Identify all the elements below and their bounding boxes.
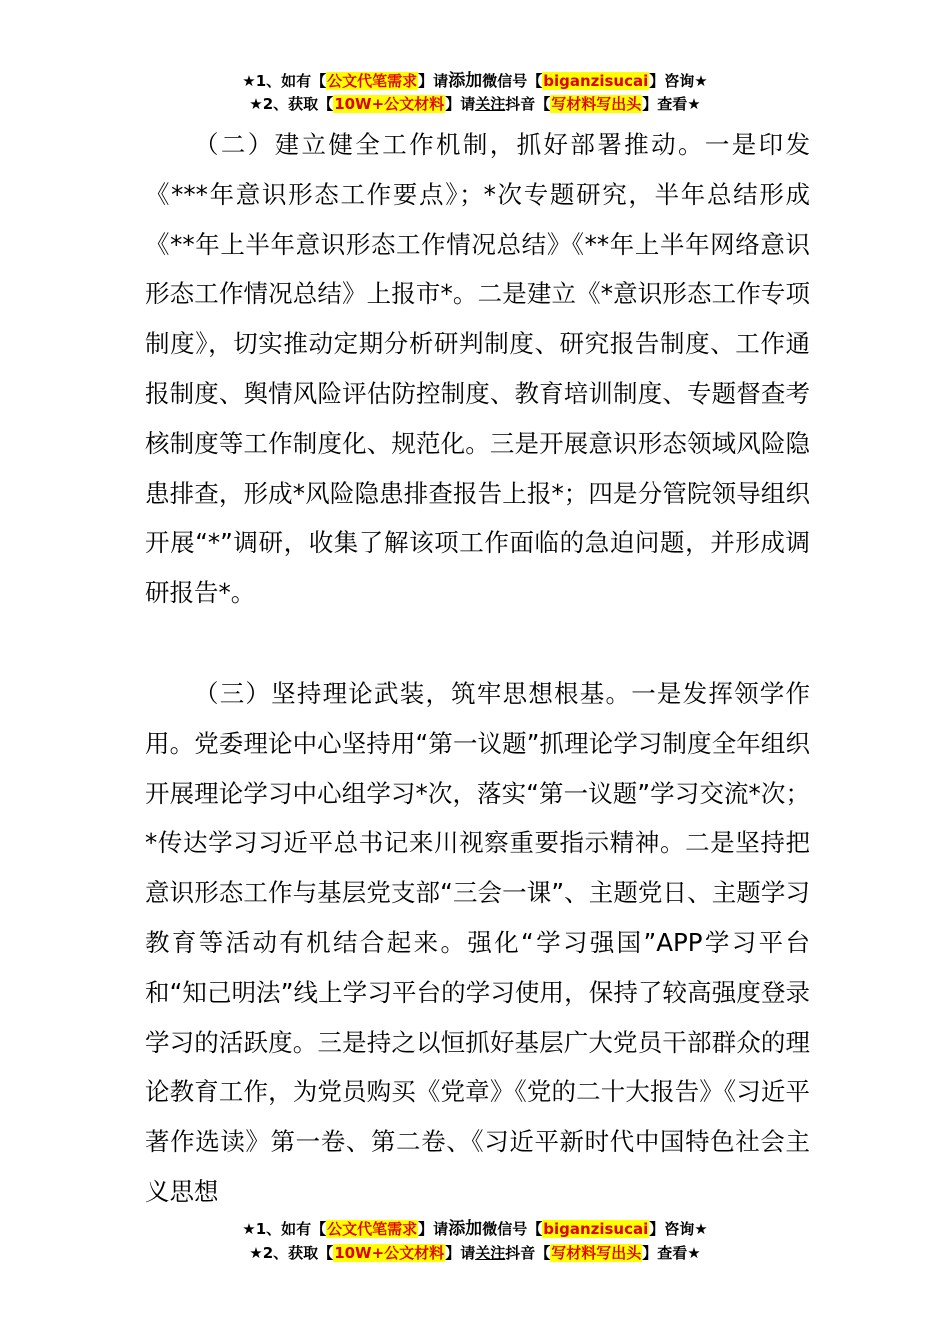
ad-text: 】请 [445, 1244, 476, 1262]
ad-suffix: 】咨询★ [649, 1220, 708, 1238]
ad-text: 】请 [418, 1220, 449, 1238]
ad-highlight-douyin: 写材料写出头 [551, 1244, 642, 1262]
ad-highlight-materials: 10W+公文材料 [334, 1244, 445, 1262]
ad-text: 微信号【 [482, 72, 543, 90]
footer-ad-line-2 [0, 1242, 950, 1264]
body-paragraph-2: （二）建立健全工作机制，抓好部署推动。一是印发《***年意识形态工作要点》；*次专题研究，半年总结形成《**年上半年意识形态工作情况总结》《**年上半年网络意识形态工作情况总结》上报市*。二是建立《*意识形态工作专项制度》，切实推动定期分析研判制度、研究报告制度、工作通报制度、舆情风险评估防控制度、教育培训制度、专题督查考核制度等工作制度化、规范化。三是开展意识形态领域风险隐患排查，形成*风险隐患排查报告上报*；四是分管院领导组织开展“*”调研，收集了解该项工作面临的急迫问题，并形成调研报告*。 [145, 130, 810, 608]
ad-suffix: 】查看★ [642, 1244, 701, 1262]
ad-prefix: ★1、如有【 [242, 72, 327, 90]
body-paragraph-3: （三）坚持理论武装，筑牢思想根基。一是发挥领学作用。党委理论中心坚持用“第一议题”抓理论学习制度全年组织开展理论学习中心组学习*次，落实“第一议题”学习交流*次；*传达学习习近平总书记来川视察重要指示精神。二是坚持把意识形态工作与基层党支部“三会一课”、主题党日、主题学习教育等活动有机结合起来。强化“学习强国”APP学习平台和“知己明法”线上学习平台的学习使用，保持了较高强度登录学习的活跃度。三是持之以恒抓好基层广大党员干部群众的理论教育工作，为党员购买《党章》《党的二十大报告》《习近平著作选读》第一卷、第二卷、《习近平新时代中国特色社会主义思想 [145, 679, 810, 1206]
header-ad-line-1 [0, 70, 950, 92]
ad-prefix: ★1、如有【 [242, 1220, 327, 1238]
ad-text: 微信号【 [482, 1220, 543, 1238]
ad-prefix: ★2、获取【 [249, 95, 334, 113]
ad-text-bold: 添加 [448, 71, 483, 91]
ad-text: 抖音【 [505, 1244, 551, 1262]
ad-highlight-materials: 10W+公文材料 [334, 95, 445, 113]
ad-text-bold: 添加 [448, 1219, 483, 1239]
ad-highlight-wechat: biganzisucai [543, 1220, 649, 1238]
footer-ad-line-1 [0, 1218, 950, 1240]
ad-text-underlined: 关注 [475, 95, 506, 113]
ad-text: 抖音【 [505, 95, 551, 113]
ad-suffix: 】查看★ [642, 95, 701, 113]
ad-highlight-service: 公文代笔需求 [327, 72, 418, 90]
ad-text: 】请 [418, 72, 449, 90]
ad-highlight-douyin: 写材料写出头 [551, 95, 642, 113]
ad-text-underlined: 关注 [475, 1244, 506, 1262]
ad-prefix: ★2、获取【 [249, 1244, 334, 1262]
ad-highlight-wechat: biganzisucai [543, 72, 649, 90]
ad-highlight-service: 公文代笔需求 [327, 1220, 418, 1238]
ad-text: 】请 [445, 95, 476, 113]
header-ad-line-2 [0, 93, 950, 115]
ad-suffix: 】咨询★ [649, 72, 708, 90]
